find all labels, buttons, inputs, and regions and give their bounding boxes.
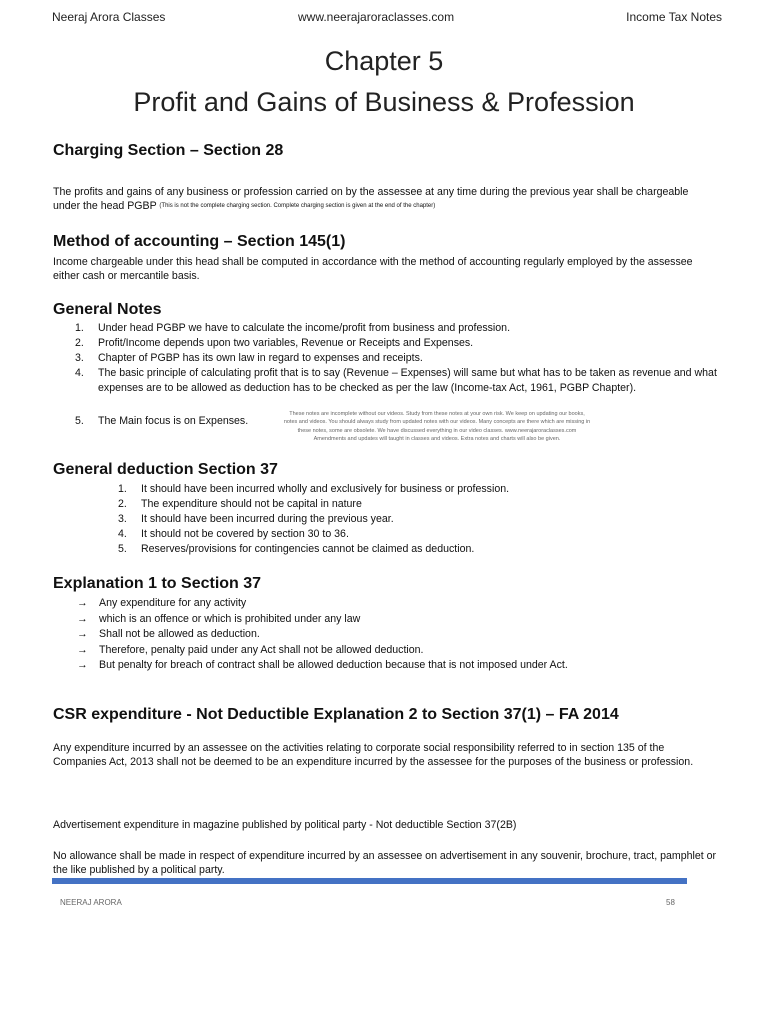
explanation-1-heading: Explanation 1 to Section 37 [53,575,262,592]
list-item: → Any expenditure for any activity [77,596,568,612]
arrow-icon: → [77,597,88,609]
csr-heading: CSR expenditure - Not Deductible Explanation 2 to Section 37(1) – FA 2014 [53,706,619,723]
general-deduction-heading: General deduction Section 37 [53,461,278,478]
list-item: 2. Profit/Income depends upon two variables, Revenue or Receipts and Expenses. [75,337,474,349]
general-notes-list-cont [75,414,275,429]
list-item: → But penalty for breach of contract shall be allowed deduction because that is not imposed under Act. [77,658,568,674]
footer-divider [52,878,687,884]
list-item: 4. It should not be covered by section 30 to 36. [118,528,349,540]
list-item: 2. The expenditure should not be capital in nature [118,498,362,510]
header-right: Income Tax Notes [626,10,722,24]
page-header [52,10,722,28]
section-28-heading: Charging Section – Section 28 [53,142,284,159]
section-28-note: (This is not the complete charging section. Complete charging section is given at the end of the chapter) [159,203,436,209]
chapter-title: Chapter 5 [324,46,444,76]
arrow-icon: → [77,628,88,640]
header-website[interactable]: www.neerajaroraclasses.com [298,10,455,24]
explanation-1-list [77,596,568,674]
arrow-icon: → [77,659,88,671]
general-deduction-list [118,482,638,557]
footer-author: NEERAJ ARORA [60,898,122,907]
list-item: → Shall not be allowed as deduction. [77,627,568,643]
list-item: 1. It should have been incurred wholly and exclusively for business or profession. [118,483,510,495]
advertisement-title: Advertisement expenditure in magazine published by political party - Not deductible Section 37(2B) [53,819,517,831]
general-notes-list [75,321,720,396]
arrow-icon: → [77,612,88,625]
page-number: 58 [666,898,675,907]
list-item: 5. Reserves/provisions for contingencies cannot be claimed as deduction. [118,543,475,555]
advertisement-text: No allowance shall be made in respect of expenditure incurred by an assessee on advertisement in any souvenir, brochure, tract, pamphlet or the like published by a political party. [53,850,717,876]
chapter-subtitle: Profit and Gains of Business & Profession [133,87,635,117]
list-item: → which is an offence or which is prohibited under any law [77,612,568,628]
list-item: 3. Chapter of PGBP has its own law in regard to expenses and receipts. [75,352,423,364]
section-145-heading: Method of accounting – Section 145(1) [53,233,346,250]
arrow-icon: → [77,643,88,656]
list-item: → Therefore, penalty paid under any Act shall not be allowed deduction. [77,643,568,659]
header-left: Neeraj Arora Classes [52,10,166,24]
general-notes-heading: General Notes [53,301,162,318]
section-145-text: Income chargeable under this head shall be computed in accordance with the method of accounting regularly employed by the assessee either cash or mercantile basis. [53,256,693,282]
disclaimer-text: These notes are incomplete without our videos. Study from these notes at your own risk. We keep on updating our books, notes and videos. You should always study from updated notes with our videos. Many concepts are there which are missing in these notes, some are obsolete. We have discussed everything in our video classes. www.neerajaroraclasses.com Amendments and updates will taught in classes and videos. Extra notes and charts will also be given. [283,411,591,443]
list-item: 4. The basic principle of calculating profit that is to say (Revenue – Expenses) will same but what has to be taken as revenue and what expenses are to be allowed as deduction has to be checked as per the law (Income-tax Act, 1961, PGBP Chapter). [75,367,717,394]
csr-text: Any expenditure incurred by an assessee on the activities relating to corporate social responsibility referred to in section 135 of the Companies Act, 2013 shall not be deemed to be an expenditure incurred by the assessee for the purposes of the business or profession. [53,742,694,768]
list-item: 1. Under head PGBP we have to calculate the income/profit from business and profession. [75,322,511,334]
list-item: 5. The Main focus is on Expenses. [75,415,249,427]
list-item: 3. It should have been incurred during the previous year. [118,513,394,525]
section-28-text: The profits and gains of any business or profession carried on by the assessee at any time during the previous year shall be chargeable under the head PGBP $^{(This is not the complete charging section. Complete charging section is given at the end of the chapter)}$ [53,186,689,212]
